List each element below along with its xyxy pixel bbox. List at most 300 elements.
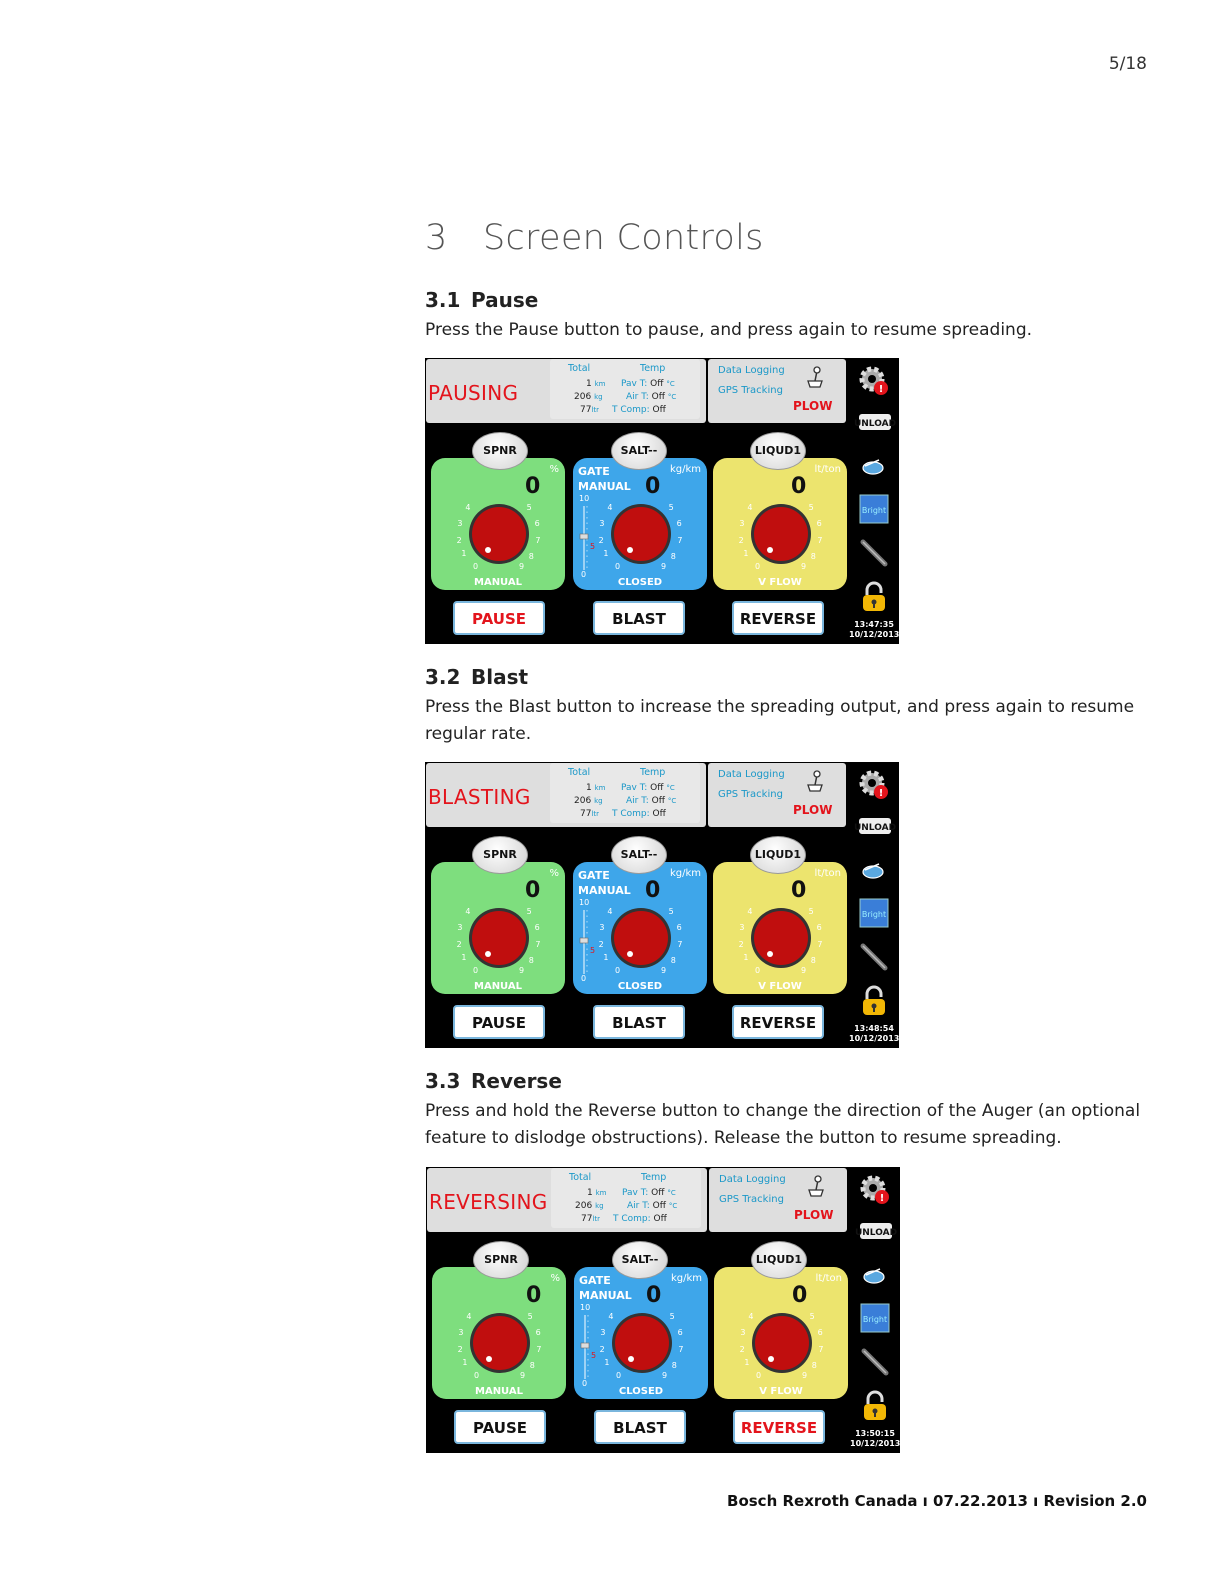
- dial-tick: 6: [535, 1327, 541, 1337]
- dial-tick: 1: [462, 1358, 468, 1367]
- spray-icon[interactable]: [857, 450, 891, 484]
- spinner-value: 0: [526, 1283, 542, 1308]
- pav-unit: °C: [666, 380, 675, 388]
- lock-icon[interactable]: [857, 580, 891, 614]
- logging-panel[interactable]: [708, 763, 846, 827]
- slider-mid: 5: [591, 1351, 597, 1360]
- dial-tick: 0: [473, 965, 479, 975]
- dial-tick: 7: [818, 1344, 824, 1354]
- dial-tick: 0: [755, 561, 761, 571]
- section-heading: [425, 288, 1155, 312]
- joystick-icon[interactable]: [805, 1174, 827, 1198]
- comp-label: T Comp:: [612, 809, 650, 819]
- section-blast: [425, 665, 1155, 748]
- slider-bottom: 0: [581, 974, 587, 983]
- gps-tracking-label: GPS Tracking: [718, 385, 783, 396]
- distance-unit: km: [594, 784, 606, 792]
- pav-label: Pav T:: [621, 783, 648, 793]
- unit-label: lt/ton: [815, 1273, 842, 1284]
- logging-panel[interactable]: [709, 1168, 847, 1232]
- rate-knob[interactable]: [468, 503, 530, 565]
- salt-mode: CLOSED: [617, 981, 663, 992]
- pav-value: Off: [650, 379, 664, 389]
- knob-indicator: [627, 951, 633, 957]
- pause-button[interactable]: PAUSE: [454, 1410, 546, 1444]
- svg-text:!: !: [879, 1193, 885, 1204]
- controller-screenshot: [425, 358, 899, 644]
- gate-slider[interactable]: [579, 910, 589, 974]
- time: 13:48:54: [854, 1024, 894, 1033]
- dial-tick: 7: [817, 535, 823, 545]
- comp-value: Off: [652, 809, 666, 819]
- knob-face: [472, 911, 526, 965]
- rate-knob[interactable]: [610, 907, 672, 969]
- salt-value: 0: [645, 474, 661, 499]
- dial-tick: 6: [816, 922, 822, 932]
- spinner-mode: MANUAL: [474, 577, 522, 588]
- wrench-icon[interactable]: [857, 536, 891, 570]
- joystick-icon[interactable]: [804, 769, 826, 793]
- slider-top: 10: [579, 494, 590, 503]
- data-logging-label: Data Logging: [718, 365, 785, 376]
- salt-tile[interactable]: [574, 1267, 708, 1399]
- air-value: Off: [651, 796, 665, 806]
- spinner-cap[interactable]: SPNR: [472, 836, 528, 874]
- knob-face: [754, 507, 808, 561]
- reverse-button[interactable]: REVERSE: [732, 601, 824, 635]
- chapter-heading: [425, 218, 764, 258]
- mode-label: PLOW: [793, 399, 833, 413]
- knob-face: [473, 1316, 527, 1370]
- unit-label: %: [550, 1273, 560, 1284]
- distance-unit: km: [595, 1189, 607, 1197]
- unload-label: UNLOAD: [853, 419, 897, 429]
- distance: 1: [586, 783, 592, 793]
- dial-tick: 2: [598, 535, 604, 545]
- rate-knob[interactable]: [751, 1312, 813, 1374]
- slider-mid: 5: [590, 946, 596, 955]
- spray-icon[interactable]: [857, 854, 891, 888]
- dial-tick: 2: [456, 939, 462, 949]
- dial-tick: 0: [616, 1370, 622, 1380]
- dial-tick: 1: [604, 1358, 610, 1367]
- weight: 206: [575, 1201, 593, 1211]
- air-label: Air T:: [626, 392, 649, 402]
- data-logging-label: Data Logging: [718, 769, 785, 780]
- comp-label: T Comp:: [613, 1214, 651, 1224]
- knob-face: [614, 911, 668, 965]
- status-text: PAUSING: [428, 381, 519, 405]
- stats-panel: [551, 1168, 701, 1228]
- dial-tick: 4: [466, 1312, 472, 1322]
- section-number: 3.3: [425, 1069, 461, 1093]
- gps-tracking-label: GPS Tracking: [719, 1194, 784, 1205]
- volume: 77: [580, 405, 592, 415]
- weight: 206: [574, 796, 592, 806]
- dial-tick: 5: [526, 503, 532, 513]
- manual-label: MANUAL: [579, 1289, 632, 1302]
- total-header: Total: [569, 1172, 592, 1183]
- status-panel: [426, 763, 706, 827]
- knob-face: [755, 1316, 809, 1370]
- spinner-cap[interactable]: SPNR: [472, 432, 528, 470]
- weight-value: [575, 1201, 604, 1211]
- distance-value: [586, 379, 605, 389]
- pav-value: Off: [651, 1188, 665, 1198]
- reverse-button[interactable]: REVERSE: [733, 1410, 825, 1444]
- volume-unit: ltr: [591, 810, 600, 818]
- temp-header: Temp: [641, 1172, 667, 1183]
- liquid-mode: V FLOW: [758, 981, 802, 992]
- time: 13:47:35: [854, 620, 894, 629]
- gate-slider[interactable]: [580, 1315, 590, 1379]
- dial-tick: 5: [808, 503, 814, 513]
- dial-tick: 6: [534, 518, 540, 528]
- dial-tick: 6: [677, 1327, 683, 1337]
- settings-alert-icon[interactable]: [857, 364, 891, 398]
- dial-tick: 9: [518, 561, 525, 571]
- rate-knob[interactable]: [611, 1312, 673, 1374]
- dial-tick: 5: [668, 503, 674, 513]
- mode-label: PLOW: [794, 1208, 834, 1222]
- section-heading: [425, 665, 1155, 689]
- unload-icon[interactable]: [853, 810, 897, 844]
- slider-bottom: 0: [582, 1379, 588, 1388]
- slider-mid: 5: [590, 542, 596, 551]
- pav-label: Pav T:: [621, 379, 648, 389]
- knob-face: [754, 911, 808, 965]
- liquid-cap[interactable]: LIQUD1: [750, 836, 806, 874]
- status-panel: [426, 359, 706, 423]
- liquid-tile[interactable]: [713, 458, 847, 590]
- dial-tick: 4: [747, 503, 753, 513]
- pause-button[interactable]: PAUSE: [453, 601, 545, 635]
- rate-knob[interactable]: [750, 503, 812, 565]
- salt-cap[interactable]: SALT--: [611, 836, 667, 874]
- total-header: Total: [568, 363, 591, 374]
- stats-panel: [550, 359, 700, 419]
- wrench-icon[interactable]: [857, 940, 891, 974]
- pause-button[interactable]: PAUSE: [453, 1005, 545, 1039]
- bright-label: Bright: [861, 910, 887, 919]
- air-label: Air T:: [626, 796, 649, 806]
- salt-mode: CLOSED: [618, 1386, 664, 1397]
- date: 10/12/2013: [849, 1034, 900, 1043]
- spinner-mode: MANUAL: [474, 981, 522, 992]
- dial-tick: 1: [461, 549, 467, 558]
- liquid-cap[interactable]: LIQUD1: [751, 1241, 807, 1279]
- knob-indicator: [485, 951, 491, 957]
- pav-temp: [621, 783, 675, 793]
- dial-tick: 8: [670, 955, 676, 965]
- dial-tick: 7: [678, 1344, 684, 1354]
- sidebar: [853, 358, 899, 644]
- unit-label: lt/ton: [814, 464, 841, 475]
- unit-label: %: [549, 464, 559, 475]
- distance-value: [586, 783, 605, 793]
- spray-icon[interactable]: [858, 1259, 892, 1293]
- dial-tick: 6: [676, 922, 682, 932]
- dial-tick: 0: [615, 965, 621, 975]
- dial-tick: 4: [607, 907, 613, 917]
- pav-temp: [621, 379, 675, 389]
- chapter-title: Screen Controls: [483, 218, 764, 258]
- air-value: Off: [652, 1201, 666, 1211]
- air-unit: °C: [667, 393, 677, 401]
- dial-tick: 7: [817, 939, 823, 949]
- knob-indicator: [627, 547, 633, 553]
- volume: 77: [580, 809, 592, 819]
- joystick-icon[interactable]: [804, 365, 826, 389]
- volume-value: [581, 1214, 600, 1224]
- salt-tile[interactable]: [573, 458, 707, 590]
- weight-value: [574, 392, 603, 402]
- volume-value: [580, 405, 599, 415]
- knob-face: [472, 507, 526, 561]
- blast-button[interactable]: BLAST: [593, 601, 685, 635]
- manual-label: MANUAL: [578, 884, 631, 897]
- date: 10/12/2013: [850, 1439, 901, 1448]
- weight: 206: [574, 392, 592, 402]
- dial-tick: 4: [608, 1312, 614, 1322]
- bright-icon[interactable]: [858, 1301, 892, 1335]
- pav-temp: [622, 1188, 676, 1198]
- pav-label: Pav T:: [622, 1188, 649, 1198]
- stats-panel: [550, 763, 700, 823]
- air-unit: °C: [667, 797, 677, 805]
- lock-icon[interactable]: [857, 984, 891, 1018]
- unit-label: kg/km: [669, 464, 701, 475]
- dial-tick: 1: [603, 549, 609, 558]
- sidebar: [853, 762, 899, 1048]
- spinner-value: 0: [525, 878, 541, 903]
- gate-slider[interactable]: [579, 506, 589, 570]
- distance-unit: km: [594, 380, 606, 388]
- dial-tick: 4: [747, 907, 753, 917]
- dial-tick: 9: [801, 1370, 808, 1380]
- clock: [850, 1429, 900, 1449]
- chapter-number: 3: [425, 218, 448, 258]
- dial-tick: 3: [457, 518, 463, 528]
- air-temp: [626, 796, 676, 806]
- weight-unit: kg: [595, 1202, 604, 1210]
- dial-tick: 8: [528, 551, 534, 561]
- liquid-tile[interactable]: [714, 1267, 848, 1399]
- dial-tick: 5: [527, 1312, 533, 1322]
- unload-icon[interactable]: [853, 406, 897, 440]
- knob-indicator: [768, 1356, 774, 1362]
- distance: 1: [587, 1188, 593, 1198]
- slider-top: 10: [580, 1303, 591, 1312]
- settings-alert-icon[interactable]: [857, 768, 891, 802]
- spinner-value: 0: [525, 474, 541, 499]
- dial-tick: 7: [677, 939, 683, 949]
- dial-tick: 6: [817, 1327, 823, 1337]
- bright-label: Bright: [862, 1315, 888, 1324]
- knob-face: [614, 507, 668, 561]
- dial-tick: 5: [526, 907, 532, 917]
- dial-tick: 4: [465, 503, 471, 513]
- section-number: 3.1: [425, 288, 461, 312]
- dial-tick: 5: [669, 1312, 675, 1322]
- controller-screenshot: [425, 762, 899, 1048]
- dial-tick: 4: [607, 503, 613, 513]
- status-text: REVERSING: [429, 1190, 548, 1214]
- dial-tick: 9: [518, 965, 525, 975]
- knob-indicator: [767, 951, 773, 957]
- blast-button[interactable]: BLAST: [593, 1005, 685, 1039]
- dial-tick: 9: [660, 965, 667, 975]
- manual-label: MANUAL: [578, 480, 631, 493]
- dial-tick: 7: [535, 939, 541, 949]
- temp-comp: [612, 809, 666, 819]
- air-value: Off: [651, 392, 665, 402]
- unit-label: lt/ton: [814, 868, 841, 879]
- dial-tick: 3: [457, 922, 463, 932]
- spinner-cap[interactable]: SPNR: [473, 1241, 529, 1279]
- pav-unit: °C: [667, 1189, 676, 1197]
- liquid-mode: V FLOW: [759, 1386, 803, 1397]
- liquid-mode: V FLOW: [758, 577, 802, 588]
- dial-tick: 1: [743, 549, 749, 558]
- section-pause: [425, 288, 1155, 344]
- section-title: Pause: [471, 288, 539, 312]
- dial-tick: 0: [474, 1370, 480, 1380]
- gps-tracking-label: GPS Tracking: [718, 789, 783, 800]
- dial-tick: 5: [668, 907, 674, 917]
- air-unit: °C: [668, 1202, 678, 1210]
- wrench-icon[interactable]: [858, 1345, 892, 1379]
- gate-label: GATE: [578, 869, 610, 882]
- dial-tick: 8: [810, 955, 816, 965]
- knob-face: [615, 1316, 669, 1370]
- slider-top: 10: [579, 898, 590, 907]
- status-panel: [427, 1168, 707, 1232]
- air-temp: [627, 1201, 677, 1211]
- dial-tick: 9: [519, 1370, 526, 1380]
- section-reverse: [425, 1069, 1155, 1152]
- dial-tick: 6: [816, 518, 822, 528]
- dial-tick: 2: [739, 1344, 745, 1354]
- dial-tick: 2: [738, 535, 744, 545]
- dial-tick: 0: [615, 561, 621, 571]
- liquid-tile[interactable]: [713, 862, 847, 994]
- volume-unit: ltr: [591, 406, 600, 414]
- gate-label: GATE: [578, 465, 610, 478]
- dial-tick: 0: [755, 965, 761, 975]
- dial-tick: 4: [748, 1312, 754, 1322]
- dial-tick: 9: [800, 965, 807, 975]
- distance: 1: [586, 379, 592, 389]
- dial-tick: 6: [676, 518, 682, 528]
- bright-label: Bright: [861, 506, 887, 515]
- total-header: Total: [568, 767, 591, 778]
- weight-unit: kg: [594, 797, 603, 805]
- date: 10/12/2013: [849, 630, 900, 639]
- page-number: 5/18: [1108, 54, 1147, 74]
- air-temp: [626, 392, 676, 402]
- spinner-tile[interactable]: [431, 862, 565, 994]
- rate-knob[interactable]: [750, 907, 812, 969]
- dial-tick: 7: [677, 535, 683, 545]
- dial-tick: 9: [661, 1370, 668, 1380]
- spinner-tile[interactable]: [431, 458, 565, 590]
- salt-cap[interactable]: SALT--: [611, 432, 667, 470]
- svg-text:!: !: [878, 384, 884, 395]
- blast-button[interactable]: BLAST: [594, 1410, 686, 1444]
- dial-tick: 3: [739, 518, 745, 528]
- dial-tick: 7: [536, 1344, 542, 1354]
- reverse-button[interactable]: REVERSE: [732, 1005, 824, 1039]
- knob-indicator: [628, 1356, 634, 1362]
- rate-knob[interactable]: [610, 503, 672, 565]
- weight-value: [574, 796, 603, 806]
- settings-alert-icon[interactable]: [858, 1173, 892, 1207]
- temp-header: Temp: [640, 363, 666, 374]
- time: 13:50:15: [855, 1429, 895, 1438]
- dial-tick: 7: [535, 535, 541, 545]
- unit-label: kg/km: [670, 1273, 702, 1284]
- dial-tick: 1: [743, 953, 749, 962]
- bright-icon[interactable]: [857, 896, 891, 930]
- dial-tick: 3: [740, 1327, 746, 1337]
- salt-value: 0: [646, 1283, 662, 1308]
- logging-panel[interactable]: [708, 359, 846, 423]
- salt-cap[interactable]: SALT--: [612, 1241, 668, 1279]
- volume-unit: ltr: [592, 1215, 601, 1223]
- knob-indicator: [486, 1356, 492, 1362]
- lock-icon[interactable]: [858, 1389, 892, 1423]
- liquid-value: 0: [792, 1283, 808, 1308]
- rate-knob[interactable]: [468, 907, 530, 969]
- temp-comp: [613, 1214, 667, 1224]
- dial-tick: 3: [739, 922, 745, 932]
- section-text: Press and hold the Reverse button to change the direction of the Auger (an optional feature to dislodge obstructions). Release the button to resume spreading.: [425, 1101, 1141, 1148]
- volume: 77: [581, 1214, 593, 1224]
- rate-knob[interactable]: [469, 1312, 531, 1374]
- salt-mode: CLOSED: [617, 577, 663, 588]
- dial-tick: 8: [670, 551, 676, 561]
- dial-tick: 1: [603, 953, 609, 962]
- liquid-cap[interactable]: LIQUD1: [750, 432, 806, 470]
- data-logging-label: Data Logging: [719, 1174, 786, 1185]
- section-title: Blast: [471, 665, 529, 689]
- dial-tick: 8: [811, 1360, 817, 1370]
- liquid-value: 0: [791, 474, 807, 499]
- section-title: Reverse: [471, 1069, 562, 1093]
- bright-icon[interactable]: [857, 492, 891, 526]
- dial-tick: 6: [534, 922, 540, 932]
- dial-tick: 5: [809, 1312, 815, 1322]
- unload-icon[interactable]: [854, 1215, 898, 1249]
- dial-tick: 8: [528, 955, 534, 965]
- unload-label: UNLOAD: [854, 1228, 898, 1238]
- section-text: Press the Blast button to increase the spreading output, and press again to resume regular rate.: [425, 697, 1135, 744]
- sidebar: [854, 1167, 900, 1453]
- dial-tick: 9: [660, 561, 667, 571]
- spinner-tile[interactable]: [432, 1267, 566, 1399]
- dial-tick: 3: [599, 518, 605, 528]
- salt-tile[interactable]: [573, 862, 707, 994]
- slider-bottom: 0: [581, 570, 587, 579]
- unload-label: UNLOAD: [853, 823, 897, 833]
- dial-tick: 1: [461, 953, 467, 962]
- comp-label: T Comp:: [612, 405, 650, 415]
- dial-tick: 3: [600, 1327, 606, 1337]
- air-label: Air T:: [627, 1201, 650, 1211]
- unit-label: %: [549, 868, 559, 879]
- clock: [849, 620, 899, 640]
